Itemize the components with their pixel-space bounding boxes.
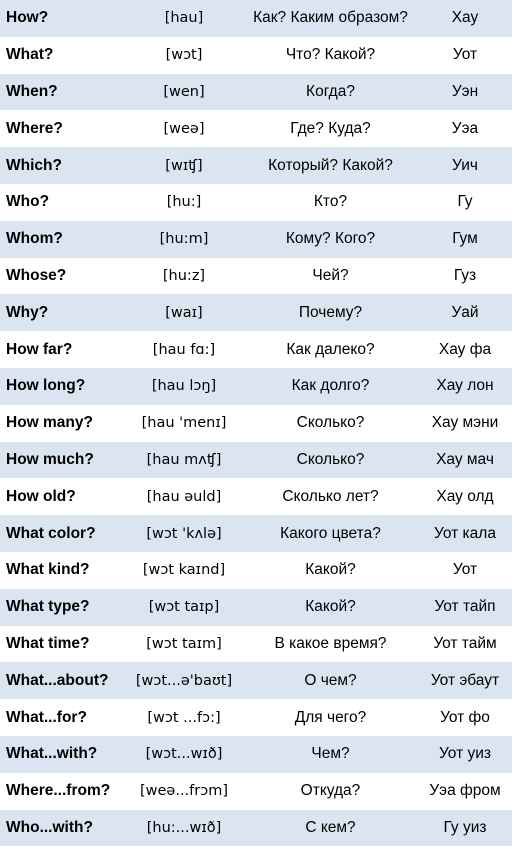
pronunciation-cell: Уот тайм — [433, 634, 497, 652]
pronunciation-cell: Уот эбаут — [430, 671, 500, 689]
pronunciation-cell: Уот — [452, 46, 478, 64]
russian-translation-cell: Чей? — [312, 266, 349, 284]
table-row — [0, 626, 512, 663]
pronunciation-cell: Хау — [451, 9, 479, 27]
russian-translation-cell: Который? Какой? — [268, 156, 393, 174]
pronunciation-cell: Гум — [452, 230, 478, 248]
english-word-cell: Why? — [6, 303, 49, 321]
russian-translation-cell: Какого цвета? — [280, 524, 381, 542]
english-word-cell: How far? — [6, 340, 73, 358]
russian-translation-cell: Кому? Кого? — [285, 230, 376, 248]
pronunciation-cell: Уэа фром — [429, 782, 501, 800]
english-word-cell: Whom? — [6, 230, 63, 248]
table-row — [0, 699, 512, 736]
english-word-cell: Which? — [6, 156, 62, 174]
pronunciation-cell: Гу уиз — [443, 818, 487, 836]
pronunciation-cell: Уай — [451, 303, 479, 321]
table-row — [0, 294, 512, 331]
transcription-cell: [hau 'menɪ] — [141, 415, 227, 432]
russian-translation-cell: Кто? — [313, 193, 348, 211]
russian-translation-cell: Какой? — [305, 561, 356, 579]
transcription-cell: [hu:...wɪð] — [146, 819, 222, 836]
pronunciation-cell: Уич — [452, 156, 478, 174]
pronunciation-cell: Уот уиз — [438, 745, 491, 763]
transcription-cell: [hu:m] — [159, 231, 209, 248]
transcription-cell: [wɪʧ] — [165, 157, 203, 174]
table-row — [0, 589, 512, 626]
transcription-cell: [hu:] — [166, 194, 202, 211]
pronunciation-cell: Хау мэни — [431, 414, 499, 432]
english-word-cell: Where? — [6, 119, 63, 137]
table-row — [0, 368, 512, 405]
transcription-cell: [wɔt taɪm] — [146, 635, 222, 652]
russian-translation-cell: Чем? — [311, 745, 350, 763]
transcription-cell: [hu:z] — [162, 267, 206, 284]
pronunciation-cell: Хау фа — [438, 340, 492, 358]
russian-translation-cell: О чем? — [304, 671, 357, 689]
pronunciation-cell: Гу — [457, 193, 473, 211]
pronunciation-cell: Уот — [452, 561, 478, 579]
pronunciation-cell: Хау олд — [436, 487, 494, 505]
table-row — [0, 810, 512, 847]
transcription-cell: [hau mʌʧ] — [146, 451, 222, 468]
table-row — [0, 405, 512, 442]
transcription-cell: [wɔt...ə'baʊt] — [135, 672, 233, 689]
transcription-cell: [wɔt taɪp] — [148, 599, 220, 616]
english-word-cell: What...about? — [6, 671, 109, 689]
russian-translation-cell: Какой? — [305, 598, 356, 616]
pronunciation-cell: Уот фо — [440, 708, 490, 726]
table-row — [0, 442, 512, 479]
english-word-cell: What kind? — [6, 561, 90, 579]
english-word-cell: Who...with? — [6, 818, 93, 836]
russian-translation-cell: Что? Какой? — [285, 46, 376, 64]
english-word-cell: How much? — [6, 450, 94, 468]
pronunciation-cell: Хау мач — [436, 450, 494, 468]
table-row — [0, 221, 512, 258]
pronunciation-cell: Гуз — [453, 266, 477, 284]
table-row — [0, 773, 512, 810]
table-row — [0, 184, 512, 221]
table-row — [0, 478, 512, 515]
russian-translation-cell: С кем? — [305, 818, 356, 836]
english-word-cell: How long? — [6, 377, 86, 395]
russian-translation-cell: Как долго? — [291, 377, 370, 395]
russian-translation-cell: Как? Каким образом? — [253, 9, 408, 27]
english-word-cell: What color? — [6, 524, 96, 542]
english-word-cell: Whose? — [6, 266, 67, 284]
english-word-cell: What? — [6, 46, 54, 64]
english-word-cell: What time? — [6, 634, 90, 652]
table-row — [0, 331, 512, 368]
english-word-cell: What...with? — [6, 745, 98, 763]
russian-translation-cell: Когда? — [306, 82, 355, 100]
russian-translation-cell: В какое время? — [274, 634, 387, 652]
pronunciation-cell: Уэа — [451, 119, 479, 137]
table-row — [0, 74, 512, 111]
transcription-cell: [hau əuld] — [146, 488, 222, 505]
russian-translation-cell: Откуда? — [300, 782, 361, 800]
table-row — [0, 37, 512, 74]
transcription-cell: [hau lɔŋ] — [151, 378, 217, 395]
pronunciation-cell: Уот тайп — [434, 598, 496, 616]
pronunciation-cell: Хау лон — [436, 377, 494, 395]
table-row — [0, 515, 512, 552]
transcription-cell: [wɔt ...fɔ:] — [147, 709, 221, 726]
english-word-cell: Where...from? — [6, 782, 111, 800]
table-row — [0, 552, 512, 589]
table-row — [0, 0, 512, 37]
english-word-cell: How many? — [6, 414, 93, 432]
english-word-cell: What type? — [6, 598, 90, 616]
pronunciation-cell: Уэн — [451, 82, 479, 100]
russian-translation-cell: Для чего? — [294, 708, 367, 726]
table-row — [0, 662, 512, 699]
table-row — [0, 736, 512, 773]
transcription-cell: [waɪ] — [165, 304, 203, 321]
transcription-cell: [wen] — [163, 83, 205, 100]
transcription-cell: [weə] — [163, 120, 205, 137]
table-row — [0, 147, 512, 184]
transcription-cell: [weə...frɔm] — [140, 783, 228, 800]
transcription-cell: [wɔt kaɪnd] — [142, 562, 226, 579]
pronunciation-cell: Уот кала — [434, 524, 496, 542]
russian-translation-cell: Сколько? — [296, 450, 365, 468]
english-word-cell: How? — [6, 9, 49, 27]
transcription-cell: [hau] — [164, 10, 204, 27]
table-row — [0, 110, 512, 147]
russian-translation-cell: Где? Куда? — [290, 119, 371, 137]
english-word-cell: Who? — [6, 193, 50, 211]
english-word-cell: What...for? — [6, 708, 87, 726]
russian-translation-cell: Сколько? — [296, 414, 365, 432]
english-word-cell: When? — [6, 82, 58, 100]
russian-translation-cell: Сколько лет? — [282, 487, 379, 505]
transcription-cell: [wɔt 'kʌlə] — [146, 525, 222, 542]
russian-translation-cell: Почему? — [298, 303, 363, 321]
table-row — [0, 258, 512, 295]
transcription-cell: [hau fɑ:] — [152, 341, 216, 358]
transcription-cell: [wɔt] — [165, 47, 203, 64]
transcription-cell: [wɔt...wɪð] — [145, 746, 223, 763]
russian-translation-cell: Как далеко? — [286, 340, 375, 358]
english-word-cell: How old? — [6, 487, 76, 505]
